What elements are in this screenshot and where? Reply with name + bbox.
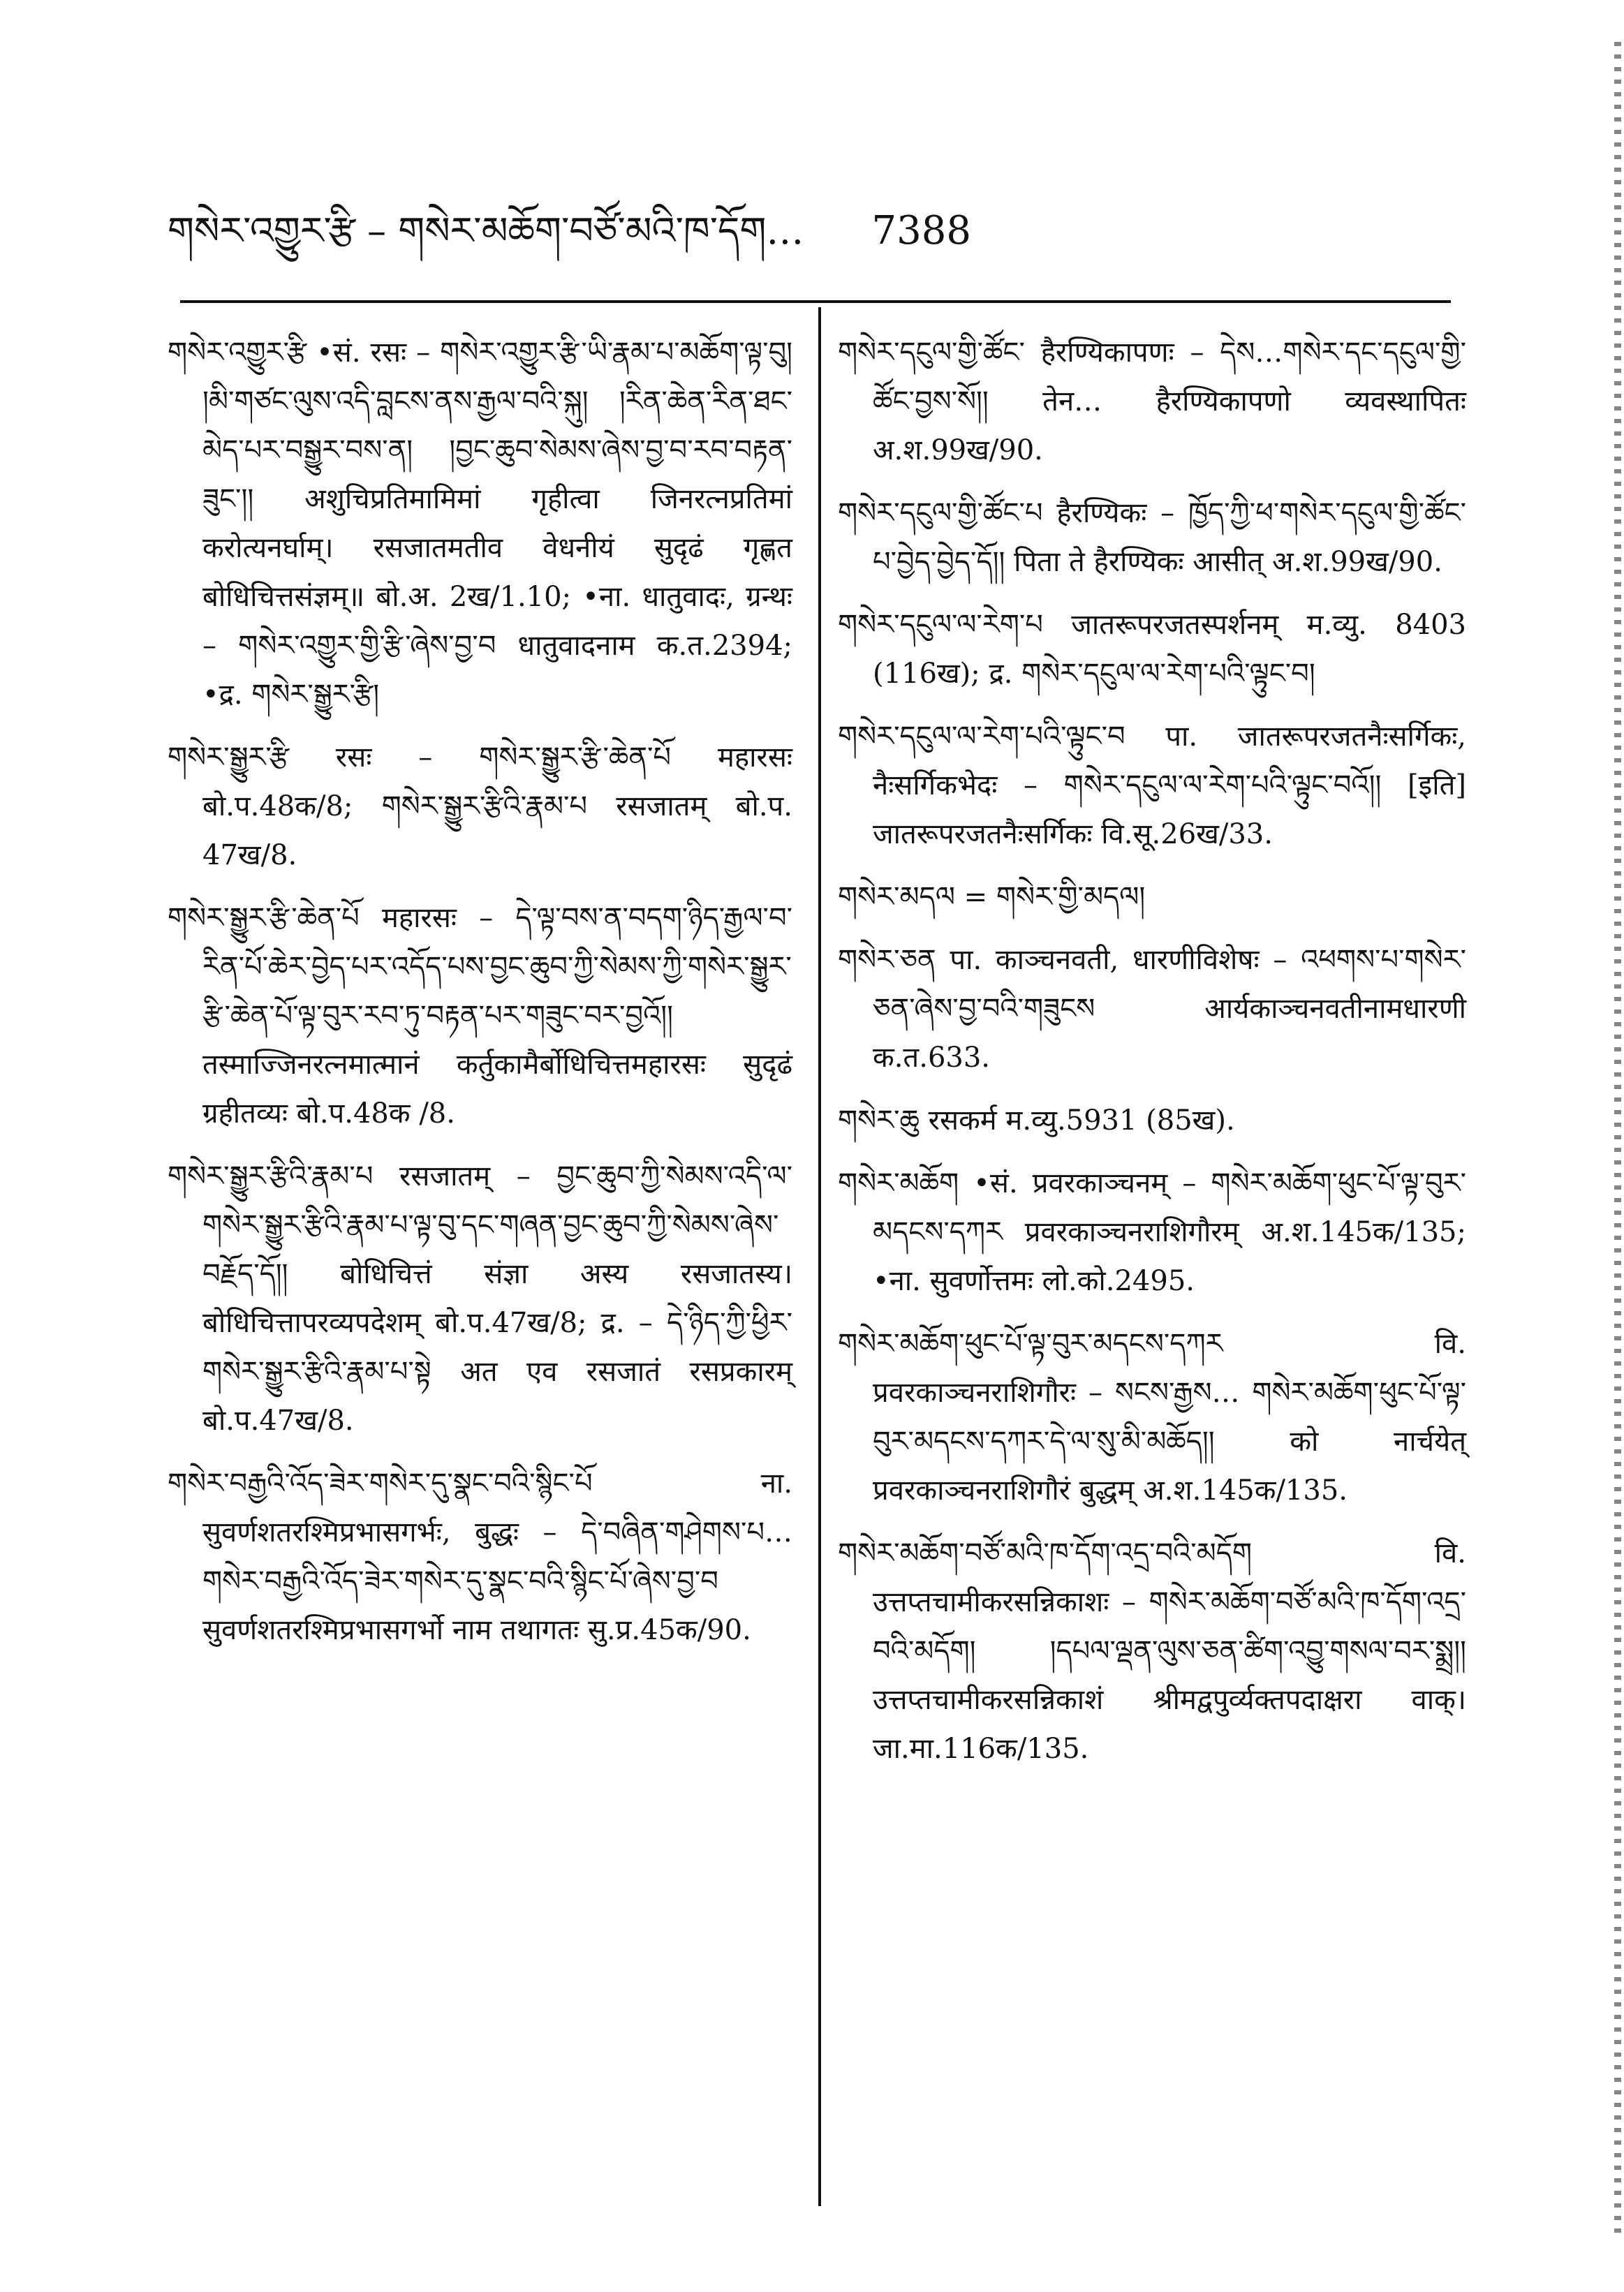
page-number: 7388 <box>871 208 972 253</box>
dictionary-entry: གསེར་དངུལ་གྱི་ཚོང་ हैरण्यिकापणः – དེས…གསེར་དང་དངུལ་གྱི་ཚོང་བྱས་སོ།། तेन… हैरण्यिकापणो व्यवस्थापितः अ.श.99ख/90. <box>838 337 1466 466</box>
running-title: གསེར་འགྱུར་རྩི – གསེར་མཆོག་བཙོ་མའི་ཁ་དོག… <box>168 209 804 253</box>
column-divider <box>818 307 821 2206</box>
dictionary-entry: གསེར་འགྱུར་རྩི •सं. रसः – གསེར་འགྱུར་རྩི་ཡི་རྣམ་པ་མཆོག་ལྟ་བུ། །མི་གཙང་ལུས་འདི་བླངས་ནས་རྒྱལ་བའི་སྐུ། །རིན་ཆེན་རིན་ཐང་མེད་པར་བསྒྱུར་བས་ན། །བྱང་ཆུབ་སེམས་ཞེས་བྱ་བ་རབ་བརྟན་ཟུང་།། अशुचिप्रतिमामिमां गृहीत्वा जिनरत्नप्रतिमां करोत्यनर्घाम्। रसजातमतीव वेधनीयं सुदृढं गृह्णत बोधिचित्तसंज्ञम्॥ बो.अ. 2ख/1.10; •ना. धातुवादः, ग्रन्थः – གསེར་འགྱུར་གྱི་རྩི་ཞེས་བྱ་བ धातुवादनाम क.त.2394; •द्र. གསེར་སྒྱུར་རྩི། <box>168 337 792 711</box>
dictionary-entry: གསེར་སྒྱུར་རྩིའི་རྣམ་པ रसजातम् – བྱང་ཆུབ་ཀྱི་སེམས་འདི་ལ་གསེར་སྒྱུར་རྩིའི་རྣམ་པ་ལྟ་བུ་དང་གཞན་བྱང་ཆུབ་ཀྱི་སེམས་ཞེས་བརྗོད་དོ།། बोधिचित्तं संज्ञा अस्य रसजातस्य। बोधिचित्तापरव्यपदेशम् बो.प.47ख/8; द्र. – དེ་ཉིད་ཀྱི་ཕྱིར་གསེར་སྒྱུར་རྩིའི་རྣམ་པ་སྟེ अत एव रसजातं रसप्रकारम् बो.प.47ख/8. <box>168 1160 792 1437</box>
dictionary-entry: གསེར་བརྒྱའི་འོད་ཟེར་གསེར་དུ་སྣང་བའི་སྙིང་པོ ना. सुवर्णशतरश्मिप्रभासगर्भः, बुद्धः – དེ་བཞིན་གཤེགས་པ… གསེར་བརྒྱའི་འོད་ཟེར་གསེར་དུ་སྣང་བའི་སྙིང་པོ་ཞེས་བྱ་བ सुवर्णशतरश्मिप्रभासगर्भो नाम तथागतः सु.प्र.45क/90. <box>168 1467 792 1646</box>
dictionary-entry: གསེར་སྒྱུར་རྩི रसः – གསེར་སྒྱུར་རྩི་ཆེན་པོ महारसः बो.प.48क/8; གསེར་སྒྱུར་རྩིའི་རྣམ་པ रसजातम् बो.प. 47ख/8. <box>168 741 792 871</box>
dictionary-entry: གསེར་དངུལ་ལ་རེག་པ जातरूपरजतस्पर्शनम् म.व्यु. 8403 (116ख); द्र. གསེར་དངུལ་ལ་རེག་པའི་ལྟུང་བ། <box>838 609 1466 690</box>
right-column <box>838 328 1466 1787</box>
dictionary-entry: གསེར་མཆོག་ཕུང་པོ་ལྟ་བུར་མདངས་དཀར वि. प्रवरकाञ्चनराशिगौरः – སངས་རྒྱས… གསེར་མཆོག་ཕུང་པོ་ལྟ་བུར་མདངས་དཀར་དེ་ལ་སུ་མི་མཆོད།། को नार्चयेत् प्रवरकाञ्चनराशिगौरं बुद्धम् अ.श.145क/135. <box>838 1328 1466 1507</box>
dictionary-entry: གསེར་དངུལ་ལ་རེག་པའི་ལྟུང་བ पा. जातरूपरजतनैःसर्गिकः, नैःसर्गिकभेदः – གསེར་དངུལ་ལ་རེག་པའི་ལྟུང་བའོ།། [इति] जातरूपरजतनैःसर्गिकः वि.सू.26ख/33. <box>838 720 1466 850</box>
dictionary-entry: གསེར་མཆོག •सं. प्रवरकाञ्चनम् – གསེར་མཆོག་ཕུང་པོ་ལྟ་བུར་མདངས་དཀར प्रवरकाञ्चनराशिगौरम् अ.श.145क/135; •ना. सुवर्णोत्तमः लो.को.2495. <box>838 1167 1466 1297</box>
page-header <box>168 188 1466 251</box>
dictionary-entry: གསེར་ཅན पा. काञ्चनवती, धारणीविशेषः – འཕགས་པ་གསེར་ཅན་ཞེས་བྱ་བའི་གཟུངས आर्यकाञ्चनवतीनामधारणी क.त.633. <box>838 944 1466 1074</box>
page-edge-mark <box>1614 42 1621 2241</box>
dictionary-entry: གསེར་མདལ = གསེར་གྱི་མདལ། <box>838 881 1146 913</box>
left-column <box>168 328 792 1669</box>
dictionary-entry: གསེར་ཆུ रसकर्म म.व्यु.5931 (85ख). <box>838 1104 1235 1137</box>
header-rule <box>180 300 1451 303</box>
dictionary-entry: གསེར་མཆོག་བཙོ་མའི་ཁ་དོག་འདྲ་བའི་མདོག वि. उत्तप्तचामीकरसन्निकाशः – གསེར་མཆོག་བཙོ་མའི་ཁ་དོག་འདྲ་བའི་མདོག། །དཔལ་ལྡན་ལུས་ཅན་ཚིག་འབྱུ་གསལ་བར་སྨྲ།། उत्तप्तचामीकरसन्निकाशं श्रीमद्वपुर्व्यक्तपदाक्षरा वाक्। जा.मा.116क/135. <box>838 1537 1466 1765</box>
dictionary-entry: གསེར་སྒྱུར་རྩི་ཆེན་པོ महारसः – དེ་ལྟ་བས་ན་བདག་ཉིད་རྒྱལ་བ་རིན་པོ་ཆེར་བྱེད་པར་འདོད་པས་བྱང་ཆུབ་ཀྱི་སེམས་ཀྱི་གསེར་སྒྱུར་རྩི་ཆེན་པོ་ལྟ་བུར་རབ་ཏུ་བརྟན་པར་གཟུང་བར་བྱའོ།། तस्माज्जिनरत्नमात्मानं कर्तुकामैर्बोधिचित्तमहारसः सुदृढं ग्रहीतव्यः बो.प.48क /8. <box>168 902 792 1130</box>
dictionary-entry: གསེར་དངུལ་གྱི་ཚོང་པ हैरण्यिकः – ཁྱོད་ཀྱི་ཕ་གསེར་དངུལ་གྱི་ཚོང་པ་བྱེད་བྱེད་དོ།། पिता ते हैरण्यिकः आसीत् अ.श.99ख/90. <box>838 497 1466 578</box>
